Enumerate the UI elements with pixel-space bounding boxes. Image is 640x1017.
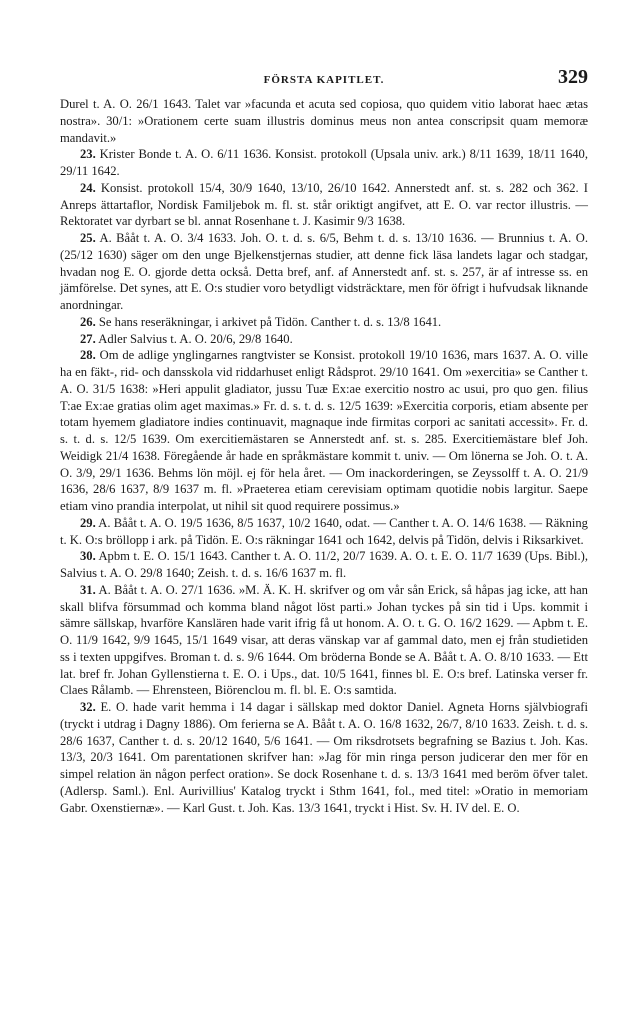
- note-text: Krister Bonde t. A. O. 6/11 1636. Konsist. protokoll (Upsala univ. ark.) 8/11 1639, 18/11 1640, 29/11 1642.: [60, 147, 588, 178]
- note-number: 29.: [80, 515, 96, 530]
- note-text: A. Bååt t. A. O. 3/4 1633. Joh. O. t. d. s. 6/5, Behm t. d. s. 13/10 1636. — Brunnius t. A. O. (25/12 1630) säger om den unge Bjelkenstjernas studier, att denne fick läsa landets lagar och stadgar, hvadan nog E. O. gjorde detta också. Detta bref, anf. af Annerstedt anf. st. s. 257, är af intresse ss. en jämförelse. Det synes, att E. O:s studier voro betydligt vidsträcktare, men för öfrigt i hufvudsak liknande anordningar.: [60, 231, 588, 312]
- note-30: [60, 548, 588, 582]
- note-number: 23.: [80, 147, 96, 162]
- note-text: A. Bååt t. A. O. 27/1 1636. »M. Ä. K. H. skrifver og om vår sån Erick, så håpas jag icke, att han skall blifva försummad och komma bland något löst parti.» Johan tyckes på sin tid i Ups. kommit i sämre sällskap, hvarföre Kanslären hade varit ifrig få ut honom. A. O. t. G. O. 16/2 1629. — Apbm t. E. O. 11/9 1642, 9/9 1645, 15/1 1649 visar, att deras vänskap var af gammal dato, men ej från studietiden ss i texten uppgifves. Broman t. d. s. 9/6 1644. Om bröderna Bonde se A. Bååt t. A. O. 8/10 1633. — Ett lat. bref fr. Johan Gyllenstierna t. E. O. i Ups., dat. 10/5 1641, finnes bl. E. O:s bref. Latinska verser fr. Claes Rålamb. — Ehrensteen, Biörenclou m. fl. bl. E. O:s samtida.: [60, 582, 588, 698]
- note-25: [60, 230, 588, 314]
- note-text: Durel t. A. O. 26/1 1643. Talet var »facunda et acuta sed copiosa, quo quidem vitio laborat haec ætas nostra». 30/1: »Orationem certe suam illustris dominus meus non antea conscripsit quam memoræ mandavit.»: [60, 97, 588, 145]
- note-text: Adler Salvius t. A. O. 20/6, 29/8 1640.: [98, 331, 293, 346]
- page-number: 329: [558, 66, 588, 88]
- note-31: [60, 582, 588, 699]
- note-text: Se hans reseräkningar, i arkivet på Tidön. Canther t. d. s. 13/8 1641.: [98, 314, 442, 329]
- note-continuation: [60, 96, 588, 146]
- note-29: [60, 515, 588, 549]
- note-number: 32.: [80, 700, 96, 714]
- note-text: Apbm t. E. O. 15/1 1643. Canther t. A. O. 11/2, 20/7 1639. A. O. t. E. O. 11/7 1639 (Ups. Bibl.), Salvius t. A. O. 29/8 1640; Zeish. t. d. s. 16/6 1637 m. fl.: [60, 549, 588, 580]
- running-head: [60, 66, 588, 96]
- note-number: 31.: [80, 582, 96, 597]
- note-number: 27.: [80, 331, 96, 346]
- note-number: 24.: [80, 180, 96, 195]
- note-number: 25.: [80, 231, 96, 245]
- note-number: 30.: [80, 549, 96, 564]
- note-text: Om de adlige ynglingarnes rangtvister se Konsist. protokoll 19/10 1636, mars 1637. A. O. ville ha en fäkt-, rid- och dansskola vid riddarhuset enligt Rådsprot. 29/10 1641. Om »exercitia» se Canther t. A. O. 31/5 1638: »Heri appulit gladiator, jussu Tuæ Ex:ae exercitio nostro ac usui, pro quo gen. filius T:ae Ex:ae gratias olim aget maximas.» Fr. d. s. t. d. s. 12/5 1639: »Exercitia corporis, etiam absente per totam hyemem gladiatore indies continuavit, magnaque inde firmitas corpori ac sanitati accessit». Fr. d. s. t. d. s. 12/5 1639. Om exercitiemästaren se Annerstedt anf. st. s. 285. Exercitiemästare blef Joh. Weidigk 21/4 1638. Föregående år hade en språkmästare kommit t. univ. — Om lönerna se Joh. O. t. A. O. 3/9, 29/1 1636. Behms lön möjl. ej för hela året. — Om inackorderingen, se Zeyssolff t. A. O. 21/9 1636, 28/6 1637, 8/9 1637 m. fl. »Praeterea etiam cerevisiam optimam quotidie nobis largitur. Saepe etiam vino prandia interpolat, ut nihil sit quod requirere possimus.»: [60, 348, 588, 513]
- endnotes: [60, 96, 588, 816]
- note-number: 28.: [80, 348, 96, 363]
- chapter-title: FÖRSTA KAPITLET.: [263, 74, 385, 86]
- note-26: [60, 314, 588, 331]
- note-28: [60, 347, 588, 515]
- note-23: [60, 146, 588, 180]
- note-24: [60, 180, 588, 230]
- note-text: A. Bååt t. A. O. 19/5 1636, 8/5 1637, 10/2 1640, odat. — Canther t. A. O. 14/6 1638. — Räkning t. K. O:s bröllopp i ark. på Tidön. E. O:s räkningar 1641 och 1642, delvis på Tidön, delvis i Riksarkivet.: [60, 515, 588, 547]
- note-27: [60, 331, 588, 348]
- note-text: Konsist. protokoll 15/4, 30/9 1640, 13/10, 26/10 1642. Annerstedt anf. st. s. 282 och 362. I Anreps ättartaflor, Nordisk Familjebok m. fl. st. står oriktigt angifvet, att E. O. var rector illustris. — Rektoratet var dyrbart se bl. annat Rosenhane t. J. Kasimir 9/3 1638.: [60, 180, 588, 229]
- note-text: E. O. hade varit hemma i 14 dagar i sällskap med doktor Daniel. Agneta Horns självbiografi (tryckt i utdrag i Dagny 1886). Om ferierna se A. Bååt t. A. O. 16/8 1632, 26/7, 8/10 1633. Zeish. t. d. s. 28/6 1637, Canther t. d. s. 20/12 1640, 5/6 1641. — Om riksdrotsets begrafning se Bazius t. Joh. Kas. 13/3, 20/3 1641. Om parentationen skrifver han: »Jag för min ringa person judicerar den mer för en simpel relation än någon perfect oration». Se dock Rosenhane t. d. s. 13/3 1641 med beröm öfver talet. (Adlersp. Saml.). Enl. Aurivillius' Katalog tryckt i Sthm 1641, fol., med titel: »Oratio in memoriam Gabr. Oxenstiernæ». — Karl Gust. t. Joh. Kas. 13/3 1641, tryckt i Hist. Sv. H. IV del. E. O.: [60, 700, 588, 815]
- note-number: 26.: [80, 314, 96, 329]
- note-32: [60, 699, 588, 816]
